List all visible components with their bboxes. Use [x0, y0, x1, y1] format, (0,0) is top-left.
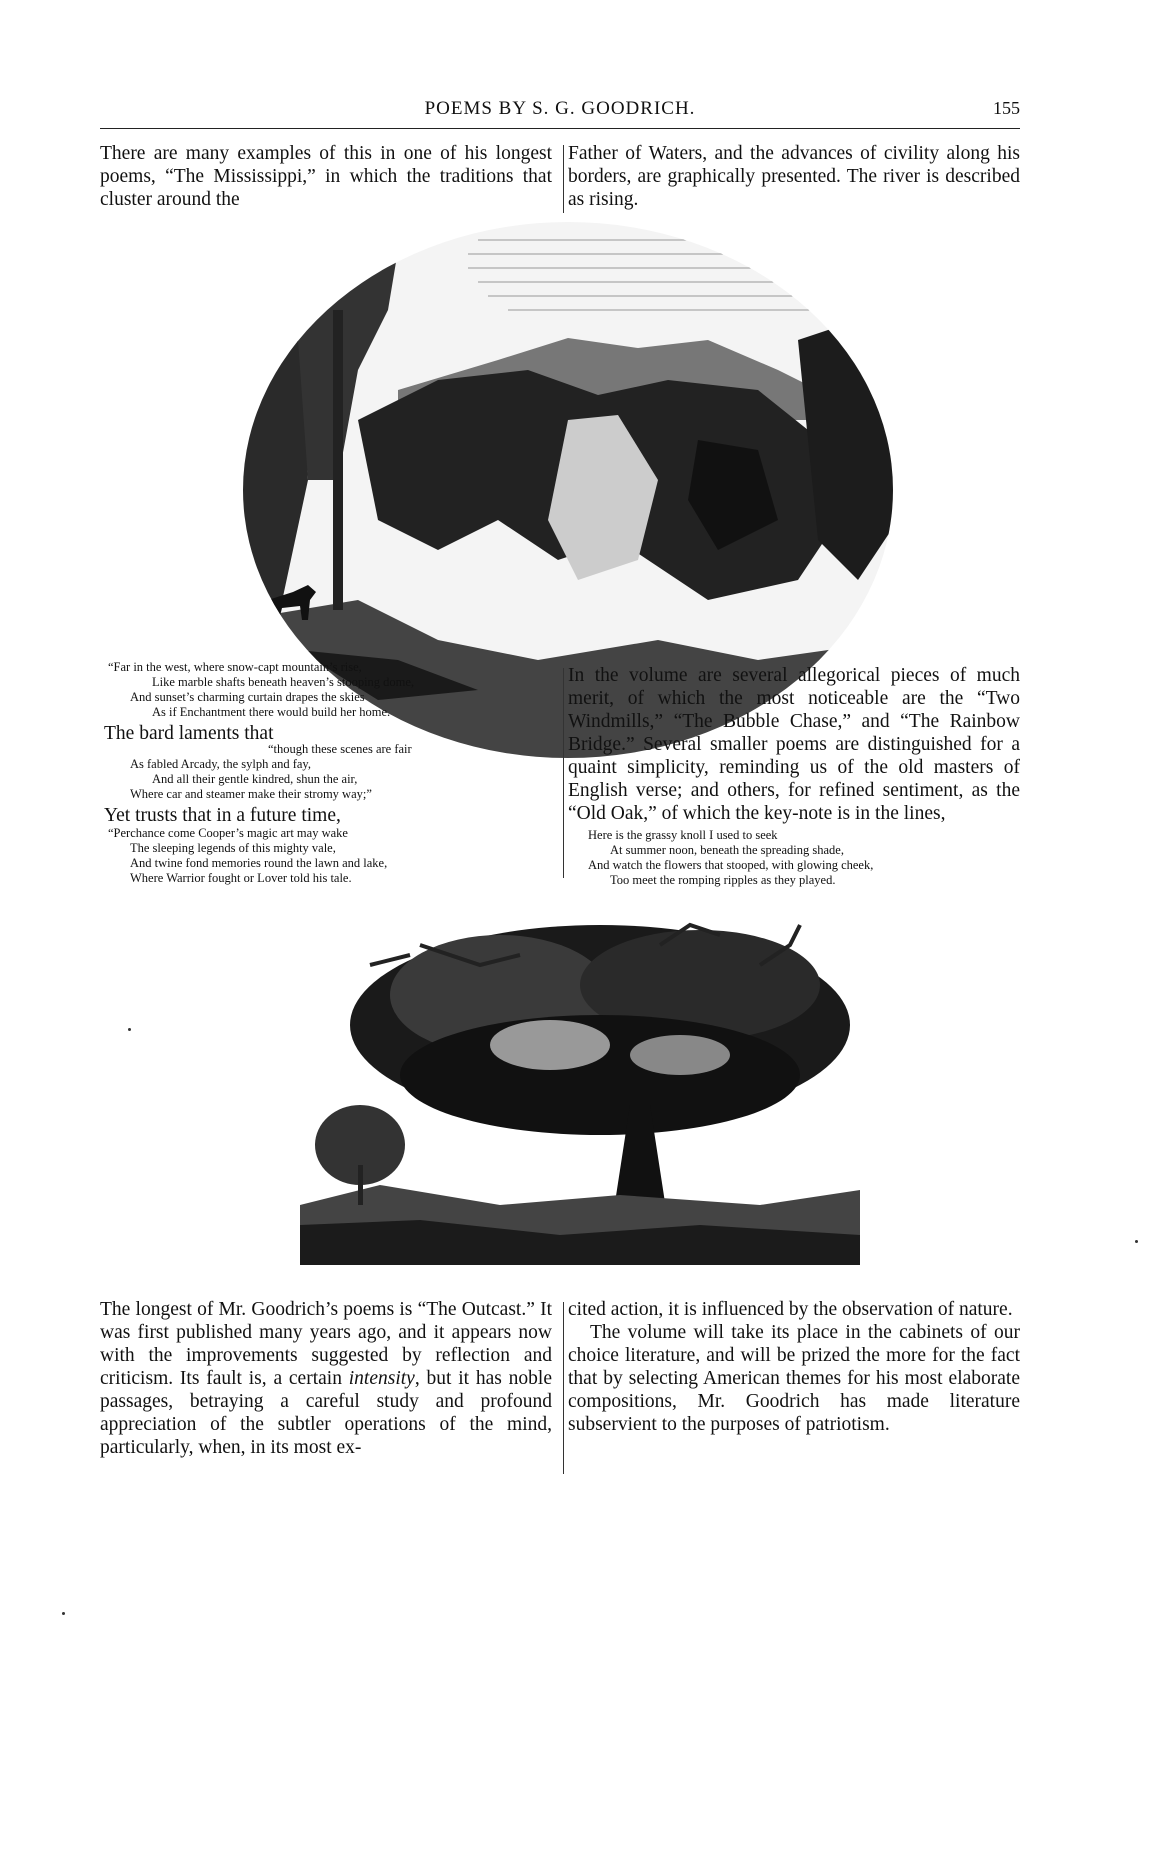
- running-header: [100, 98, 1020, 124]
- scan-speck: [62, 1612, 65, 1615]
- verse-line: Here is the grassy knoll I used to seek: [588, 828, 778, 842]
- bottom-right-paragraph-2: The volume will take its place in the cabinets of our choice literature, and will be prized the more for the fact that by selecting American themes for his most elaborate compositions, Mr. Goodrich has made literature subservient to the purposes of patriotism.: [568, 1322, 1020, 1435]
- verse-line: “Far in the west, where snow-capt mountain’s rise,: [108, 660, 362, 674]
- verse-block-4: [588, 828, 1018, 888]
- bottom-left-emphasis: intensity: [348, 1368, 415, 1389]
- page-number: 155: [993, 98, 1020, 118]
- verse-line: Where car and steamer make their stromy way;”: [130, 787, 372, 801]
- header-rule: [100, 128, 1020, 129]
- bottom-right-paragraph-1: cited action, it is influenced by the observation of nature.: [568, 1299, 1013, 1320]
- verse-line: As if Enchantment there would build her home.: [152, 705, 391, 719]
- column-divider: [563, 1302, 564, 1474]
- bard-line: The bard laments that: [104, 723, 274, 744]
- verse-line: Too meet the romping ripples as they played.: [610, 873, 836, 887]
- verse-line: And watch the flowers that stooped, with glowing cheek,: [588, 858, 874, 872]
- scan-speck: [1135, 1240, 1138, 1243]
- verse-line: And all their gentle kindred, shun the air,: [152, 772, 358, 786]
- verse-block-2: [108, 742, 548, 802]
- yet-line: Yet trusts that in a future time,: [104, 805, 341, 826]
- bottom-left-text-b: , but it has noble passages, betraying a careful study and profound appreciation of the subtler operations of the mind, particularly, when, in its most ex-: [100, 1368, 552, 1458]
- scan-speck: [128, 1028, 131, 1031]
- bottom-right-column: [568, 1298, 1020, 1436]
- top-right-paragraph: Father of Waters, and the advances of civility along his borders, are graphically presented. The river is described as rising.: [568, 143, 1020, 210]
- bottom-left-paragraph: [100, 1298, 552, 1459]
- verse-line: At summer noon, beneath the spreading shade,: [610, 843, 844, 857]
- verse-line: “Perchance come Cooper’s magic art may wake: [108, 826, 348, 840]
- mid-right-paragraph: In the volume are several allegorical pieces of much merit, of which the most noticeable are the “Two Windmills,” “The Bubble Chase,” and “The Rainbow Bridge.” Several smaller poems are distinguished for a quaint simplicity, reminding us of the old masters of English verse; and others, for refined sentiment, as the “Old Oak,” of which the key-note is in the lines,: [568, 665, 1020, 824]
- verse-block-3: [108, 826, 548, 886]
- verse-line: And twine fond memories round the lawn and lake,: [130, 856, 388, 870]
- verse-line: Where Warrior fought or Lover told his tale.: [130, 871, 352, 885]
- top-left-paragraph: There are many examples of this in one of his longest poems, “The Mississippi,” in which the traditions that cluster around the: [100, 143, 552, 210]
- column-divider: [563, 668, 564, 878]
- verse-line: As fabled Arcady, the sylph and fay,: [130, 757, 311, 771]
- column-divider: [563, 145, 564, 213]
- verse-line: The sleeping legends of this mighty vale,: [130, 841, 336, 855]
- old-oak-engraving: [300, 905, 860, 1265]
- bottom-left-text-a: The longest of Mr. Goodrich’s poems is “The Outcast.” It was first published many years ago, and it appears now with the improvements suggested by reflection and criticism. Its fault is, a certain: [100, 1299, 552, 1389]
- verse-block-1: [108, 660, 548, 720]
- verse-line: Like marble shafts beneath heaven’s stooping dome,: [152, 675, 415, 689]
- verse-line: And sunset’s charming curtain drapes the skies: [130, 690, 365, 704]
- running-title: POEMS BY S. G. GOODRICH.: [424, 98, 696, 119]
- verse-line: “though these scenes are fair: [268, 742, 412, 756]
